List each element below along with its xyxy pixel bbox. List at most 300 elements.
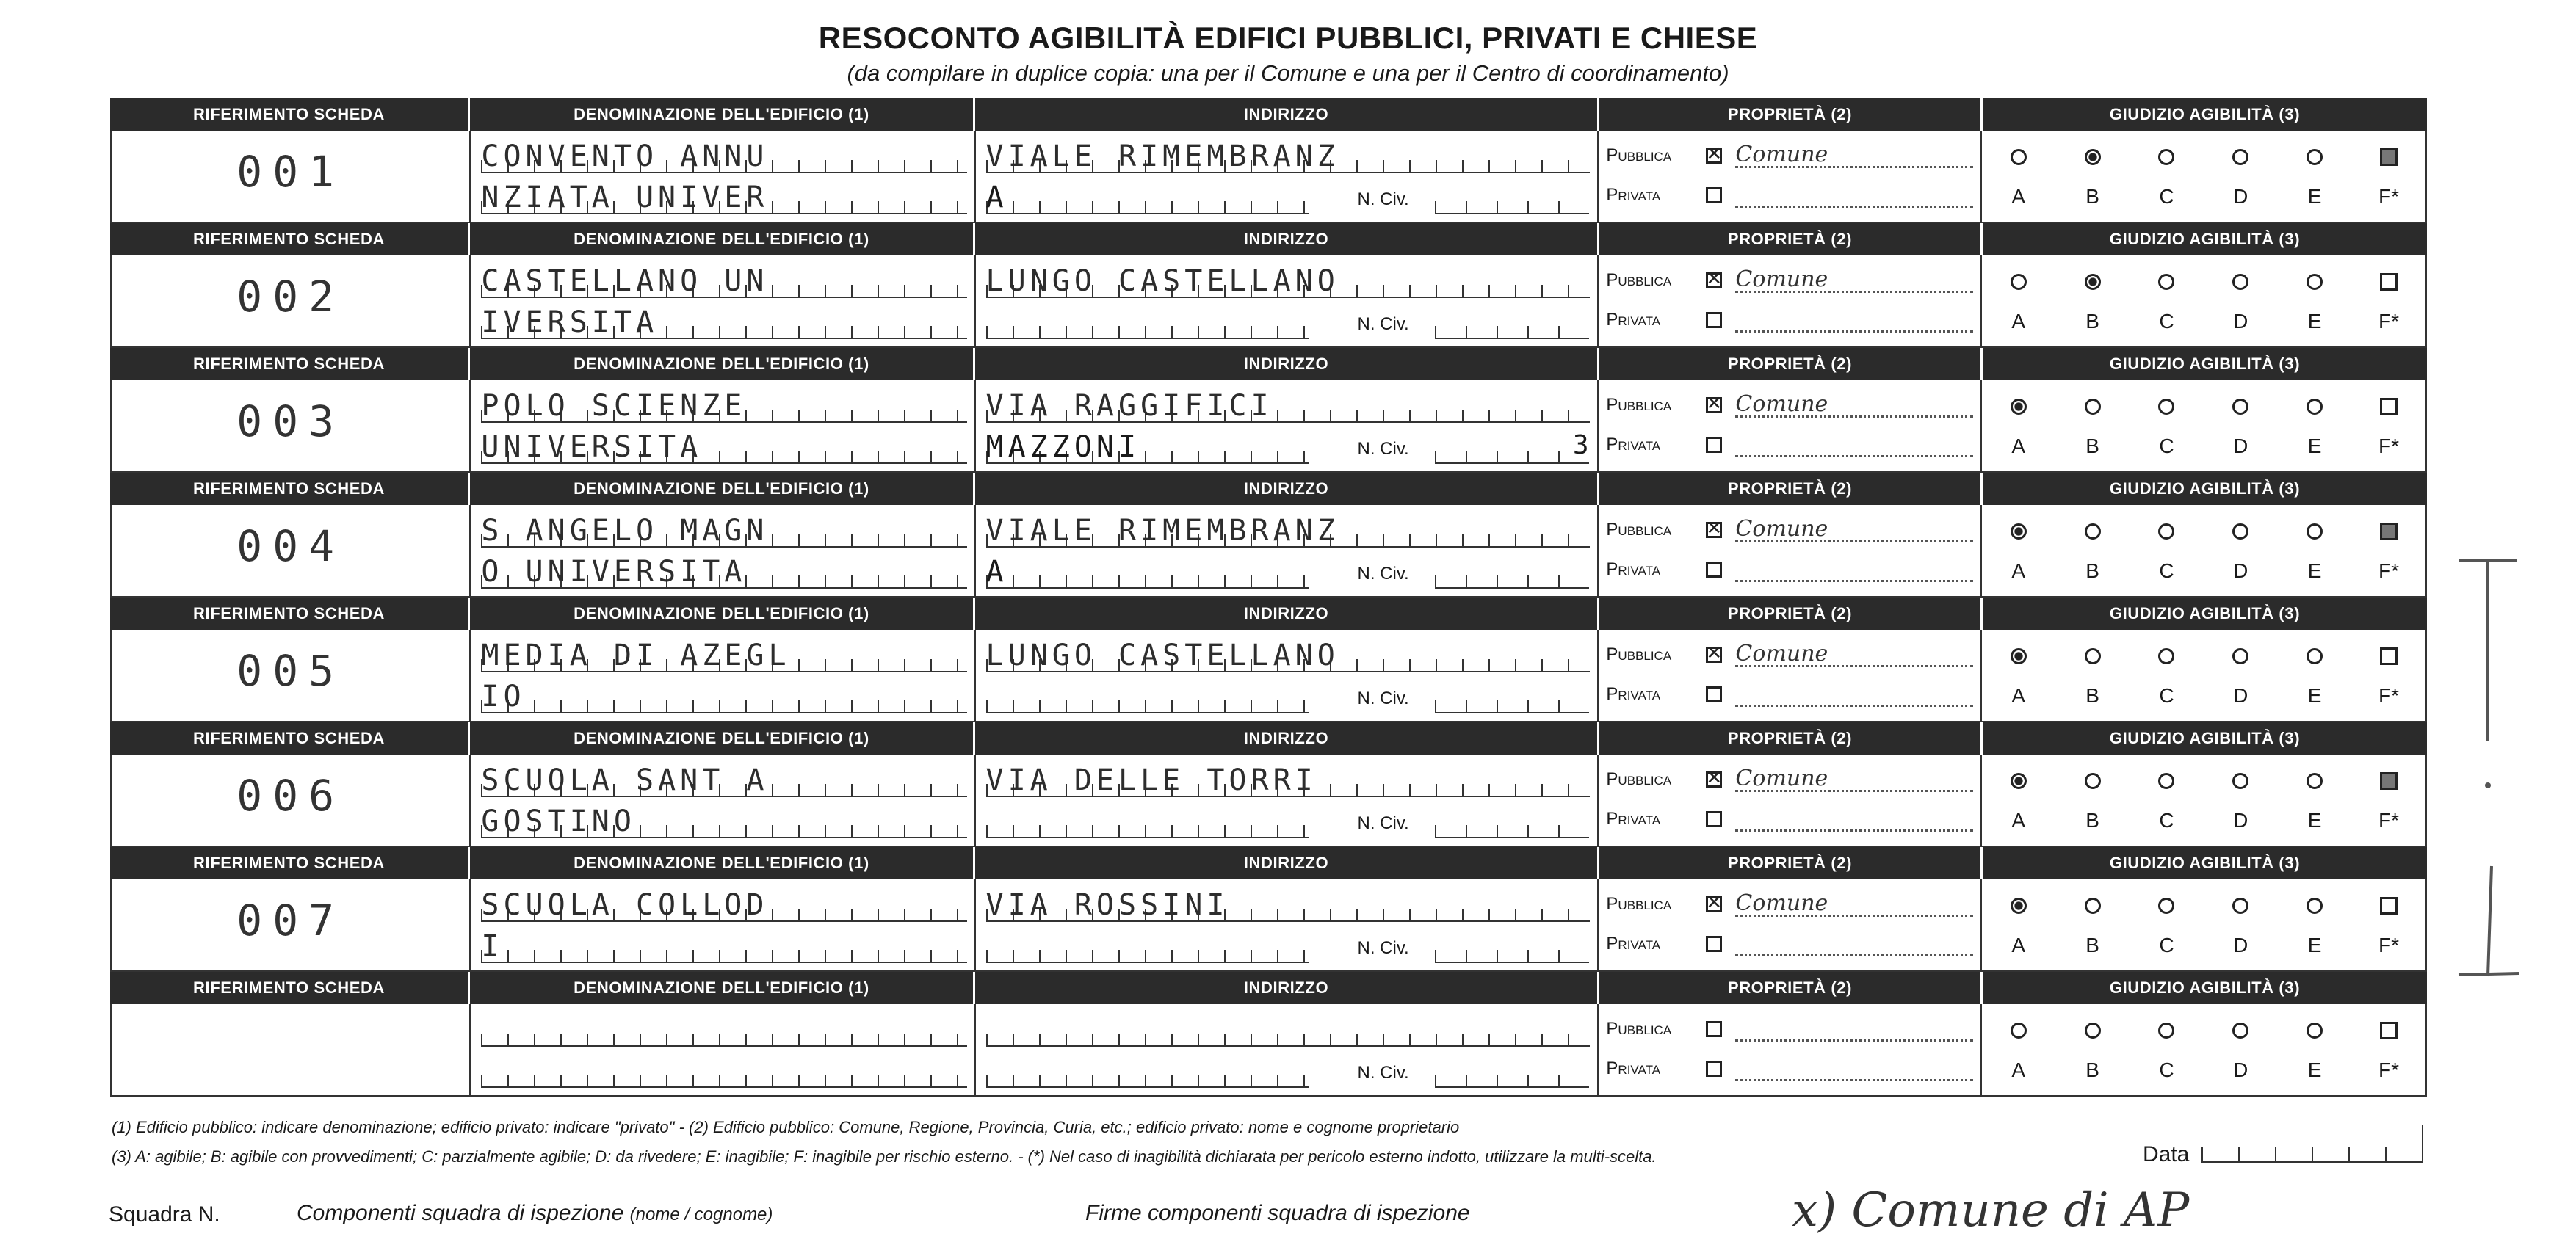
- ncivico-label: N. Civ.: [1357, 564, 1409, 584]
- name-cell: [471, 255, 975, 346]
- rating-cell: [1982, 755, 2425, 846]
- privata-owner-field[interactable]: [1735, 433, 1972, 457]
- rating-option-f[interactable]: [2367, 515, 2411, 548]
- name-field-line-2[interactable]: UNIVERSITA: [481, 430, 966, 464]
- rating-letter: A: [2011, 684, 2026, 707]
- rating-cell: [1982, 505, 2425, 596]
- rating-option-c[interactable]: [2144, 266, 2188, 298]
- ref-cell: [112, 255, 471, 346]
- name-field-line-2[interactable]: [481, 1054, 966, 1088]
- pubblica-owner-field[interactable]: Comune: [1735, 518, 1972, 542]
- address-field-line-1[interactable]: VIALE RIMEMBRANZ: [986, 514, 1591, 548]
- radio-circle-icon: [2085, 399, 2101, 415]
- date-field[interactable]: [2201, 1125, 2423, 1163]
- address-field-line-1[interactable]: LUNGO CASTELLANO: [986, 639, 1591, 672]
- rating-option-a[interactable]: [1997, 391, 2041, 423]
- rating-options: [1997, 266, 2411, 298]
- privata-label: Privata: [1606, 934, 1661, 954]
- record: [110, 722, 2427, 847]
- privata-checkbox[interactable]: [1706, 811, 1722, 827]
- pubblica-owner-field[interactable]: Comune: [1735, 269, 1972, 293]
- address-field-line-1[interactable]: VIALE RIMEMBRANZ: [986, 139, 1591, 173]
- privata-owner-field[interactable]: [1735, 932, 1972, 956]
- header-name: DENOMINAZIONE DELL'EDIFICIO (1): [470, 722, 975, 755]
- header-address: INDIRIZZO: [975, 972, 1599, 1004]
- footnote-1: (1) Edificio pubblico: indicare denominazione; edificio privato: indicare "privato" - (2) Edificio pubblico: Comune, Regione, Provincia, Curia, etc.; edificio privato: nome e cognome proprietario: [112, 1118, 1460, 1136]
- radio-circle-icon: [2307, 399, 2323, 415]
- radio-circle-icon: [2158, 274, 2174, 290]
- rating-options: [1997, 515, 2411, 548]
- rating-option-e[interactable]: [2293, 640, 2337, 672]
- record: [110, 473, 2427, 598]
- rating-option-e[interactable]: [2293, 266, 2337, 298]
- name-field-line-1[interactable]: CONVENTO ANNU: [481, 139, 966, 173]
- rating-option-e[interactable]: [2293, 515, 2337, 548]
- rating-option-e[interactable]: [2293, 391, 2337, 423]
- header-rating: GIUDIZIO AGIBILITÀ (3): [2109, 479, 2301, 498]
- rating-option-d[interactable]: [2218, 515, 2262, 548]
- record: [110, 98, 2427, 223]
- rating-option-c[interactable]: [2144, 391, 2188, 423]
- pubblica-checkbox[interactable]: [1706, 1021, 1722, 1037]
- record-header: [110, 847, 2427, 879]
- ref-field[interactable]: 001: [236, 147, 345, 197]
- rating-letter: C: [2159, 684, 2174, 707]
- rating-letter: C: [2159, 435, 2174, 457]
- name-field-line-1[interactable]: SCUOLA SANT A: [481, 763, 966, 797]
- rating-option-f[interactable]: [2367, 890, 2411, 922]
- ncivico-label: N. Civ.: [1357, 439, 1409, 459]
- property-private-row: [1606, 181, 1972, 210]
- privata-owner-field[interactable]: [1735, 308, 1972, 333]
- header-ref: RIFERIMENTO SCHEDA: [110, 847, 470, 879]
- rating-option-c[interactable]: [2144, 515, 2188, 548]
- record: [110, 348, 2427, 473]
- header-ref: RIFERIMENTO SCHEDA: [110, 348, 470, 380]
- checkbox-square-icon: [2380, 1022, 2398, 1039]
- name-cell: [471, 755, 975, 846]
- rating-option-a[interactable]: [1997, 640, 2041, 672]
- rating-letter: D: [2233, 684, 2248, 707]
- name-cell: [471, 630, 975, 721]
- address-cell: [976, 879, 1599, 970]
- name-cell: [471, 505, 975, 596]
- header-rating: GIUDIZIO AGIBILITÀ (3): [2109, 230, 2301, 248]
- record-body: [110, 380, 2427, 473]
- pubblica-checkbox[interactable]: [1706, 272, 1722, 288]
- header-property: PROPRIETÀ (2): [1599, 223, 1983, 255]
- handwritten-note: x) Comune di AP: [1792, 1183, 2190, 1238]
- record: [110, 598, 2427, 722]
- rating-options: [1997, 1014, 2411, 1047]
- pubblica-checkbox[interactable]: [1706, 148, 1722, 164]
- address-field-line-2[interactable]: A: [986, 181, 1309, 214]
- header-address: INDIRIZZO: [975, 847, 1599, 879]
- rating-cell: [1982, 255, 2425, 346]
- radio-circle-icon: [2011, 1023, 2027, 1039]
- pubblica-owner-field[interactable]: Comune: [1735, 893, 1972, 917]
- rating-letters: [1997, 310, 2411, 339]
- privata-owner-field[interactable]: [1735, 558, 1972, 582]
- ref-field[interactable]: 005: [236, 646, 345, 696]
- rating-option-d[interactable]: [2218, 266, 2262, 298]
- header-name: DENOMINAZIONE DELL'EDIFICIO (1): [470, 473, 975, 505]
- rating-letter: D: [2233, 934, 2248, 956]
- rating-option-f[interactable]: [2367, 1014, 2411, 1047]
- record-body: [110, 879, 2427, 972]
- name-field-line-2[interactable]: IVERSITA: [481, 305, 966, 339]
- rating-letters: [1997, 185, 2411, 214]
- radio-circle-icon: [2085, 773, 2101, 789]
- ncivico-label: N. Civ.: [1357, 314, 1409, 334]
- property-cell: [1599, 131, 1981, 222]
- rating-option-d[interactable]: [2218, 765, 2262, 797]
- rating-option-a[interactable]: [1997, 765, 2041, 797]
- rating-option-e[interactable]: [2293, 890, 2337, 922]
- radio-circle-icon: [2011, 898, 2027, 914]
- property-cell: [1599, 255, 1981, 346]
- header-property: PROPRIETÀ (2): [1599, 972, 1983, 1004]
- componenti-hint: (nome / cognome): [629, 1205, 773, 1224]
- rating-option-b[interactable]: [2071, 890, 2115, 922]
- address-cell: [976, 630, 1599, 721]
- radio-circle-icon: [2307, 773, 2323, 789]
- address-field-line-2[interactable]: [986, 1054, 1309, 1088]
- rating-options: [1997, 391, 2411, 423]
- rating-cell: [1982, 1004, 2425, 1095]
- rating-option-a[interactable]: [1997, 1014, 2041, 1047]
- date-label: Data: [2143, 1142, 2190, 1166]
- handwritten-bracket-icon: [2451, 558, 2525, 984]
- pubblica-label: Pubblica: [1606, 894, 1672, 914]
- privata-checkbox[interactable]: [1706, 562, 1722, 578]
- address-field-line-2[interactable]: [986, 680, 1309, 713]
- radio-circle-icon: [2307, 274, 2323, 290]
- record-body: [110, 1004, 2427, 1097]
- rating-letter: C: [2159, 809, 2174, 832]
- privata-checkbox[interactable]: [1706, 1061, 1722, 1077]
- address-field-line-1[interactable]: LUNGO CASTELLANO: [986, 264, 1591, 298]
- address-cell: [976, 380, 1599, 471]
- property-public-row: [1606, 890, 1972, 919]
- radio-circle-icon: [2307, 898, 2323, 914]
- ref-field[interactable]: 004: [236, 521, 345, 571]
- rating-option-b[interactable]: [2071, 141, 2115, 173]
- checkbox-square-icon: [2380, 523, 2398, 540]
- rating-letter: F*: [2378, 435, 2399, 457]
- privata-checkbox[interactable]: [1706, 312, 1722, 328]
- address-field-line-2[interactable]: MAZZONI: [986, 430, 1309, 464]
- radio-circle-icon: [2232, 149, 2248, 165]
- rating-option-d[interactable]: [2218, 640, 2262, 672]
- rating-option-e[interactable]: [2293, 1014, 2337, 1047]
- name-field-line-2[interactable]: I: [481, 929, 966, 963]
- privata-label: Privata: [1606, 809, 1661, 829]
- rating-option-b[interactable]: [2071, 1014, 2115, 1047]
- name-field-line-1[interactable]: S ANGELO MAGN: [481, 514, 966, 548]
- rating-option-d[interactable]: [2218, 141, 2262, 173]
- pubblica-checkbox[interactable]: [1706, 647, 1722, 663]
- property-private-row: [1606, 305, 1972, 335]
- header-address: INDIRIZZO: [975, 98, 1599, 131]
- property-private-row: [1606, 929, 1972, 959]
- radio-circle-icon: [2232, 1023, 2248, 1039]
- radio-circle-icon: [2232, 648, 2248, 664]
- rating-letter: B: [2085, 435, 2099, 457]
- address-field-line-2[interactable]: [986, 805, 1309, 838]
- name-field-line-2[interactable]: NZIATA UNIVER: [481, 181, 966, 214]
- rating-option-b[interactable]: [2071, 391, 2115, 423]
- pubblica-owner-field[interactable]: Comune: [1735, 643, 1972, 667]
- ref-field[interactable]: 006: [236, 771, 345, 821]
- rating-letter: E: [2307, 684, 2322, 707]
- ncivico-field[interactable]: 3: [1435, 430, 1589, 464]
- ref-field[interactable]: 003: [236, 396, 345, 446]
- rating-option-d[interactable]: [2218, 890, 2262, 922]
- header-address: INDIRIZZO: [975, 598, 1599, 630]
- pubblica-owner-field[interactable]: Comune: [1735, 144, 1972, 168]
- radio-circle-icon: [2085, 523, 2101, 540]
- radio-circle-icon: [2232, 773, 2248, 789]
- rating-letter: C: [2159, 934, 2174, 956]
- componenti-label: [297, 1201, 773, 1226]
- pubblica-checkbox[interactable]: [1706, 397, 1722, 413]
- rating-letter: A: [2011, 185, 2026, 208]
- header-name: DENOMINAZIONE DELL'EDIFICIO (1): [470, 98, 975, 131]
- rating-letter: A: [2011, 559, 2026, 582]
- rating-option-b[interactable]: [2071, 765, 2115, 797]
- property-private-row: [1606, 1054, 1972, 1083]
- rating-letter: E: [2307, 809, 2322, 832]
- record-body: [110, 755, 2427, 847]
- rating-cell: [1982, 131, 2425, 222]
- property-private-row: [1606, 555, 1972, 584]
- radio-circle-icon: [2232, 898, 2248, 914]
- property-cell: [1599, 879, 1981, 970]
- ncivico-field[interactable]: [1435, 181, 1589, 214]
- ref-cell: [112, 380, 471, 471]
- header-rating: GIUDIZIO AGIBILITÀ (3): [2109, 604, 2301, 622]
- radio-circle-icon: [2307, 523, 2323, 540]
- privata-label: Privata: [1606, 185, 1661, 205]
- rating-option-f[interactable]: [2367, 266, 2411, 298]
- rating-options: [1997, 141, 2411, 173]
- header-name: DENOMINAZIONE DELL'EDIFICIO (1): [470, 348, 975, 380]
- header-rating: GIUDIZIO AGIBILITÀ (3): [2109, 854, 2301, 872]
- rating-letter: A: [2011, 435, 2026, 457]
- rating-option-a[interactable]: [1997, 266, 2041, 298]
- rating-letter: A: [2011, 809, 2026, 832]
- header-address: INDIRIZZO: [975, 473, 1599, 505]
- privata-owner-field[interactable]: [1735, 683, 1972, 707]
- privata-owner-field[interactable]: [1735, 184, 1972, 208]
- ref-cell: [112, 1004, 471, 1095]
- name-field-line-2[interactable]: O UNIVERSITA: [481, 555, 966, 589]
- address-field-line-2[interactable]: [986, 929, 1309, 963]
- pubblica-label: Pubblica: [1606, 520, 1672, 540]
- record-header: [110, 473, 2427, 505]
- rating-letter: D: [2233, 310, 2248, 333]
- address-field-line-1[interactable]: VIA ROSSINI: [986, 888, 1591, 922]
- radio-circle-icon: [2011, 149, 2027, 165]
- address-field-line-2[interactable]: A: [986, 555, 1309, 589]
- radio-circle-icon: [2158, 773, 2174, 789]
- address-field-line-2[interactable]: [986, 305, 1309, 339]
- rating-option-e[interactable]: [2293, 141, 2337, 173]
- ref-field[interactable]: 007: [236, 896, 345, 945]
- privata-label: Privata: [1606, 684, 1661, 704]
- header-property: PROPRIETÀ (2): [1599, 847, 1983, 879]
- rating-options: [1997, 640, 2411, 672]
- name-field-line-2[interactable]: IO: [481, 680, 966, 713]
- name-field-line-1[interactable]: [481, 1013, 966, 1047]
- privata-owner-field[interactable]: [1735, 1057, 1972, 1081]
- ncivico-field[interactable]: [1435, 805, 1589, 838]
- rating-option-a[interactable]: [1997, 141, 2041, 173]
- property-public-row: [1606, 141, 1972, 170]
- header-address: INDIRIZZO: [975, 722, 1599, 755]
- pubblica-label: Pubblica: [1606, 270, 1672, 290]
- rating-letter: C: [2159, 185, 2174, 208]
- property-cell: [1599, 630, 1981, 721]
- rating-option-b[interactable]: [2071, 640, 2115, 672]
- pubblica-checkbox[interactable]: [1706, 522, 1722, 538]
- header-address: INDIRIZZO: [975, 348, 1599, 380]
- rating-letter: F*: [2378, 559, 2399, 582]
- address-field-line-1[interactable]: VIA DELLE TORRI: [986, 763, 1591, 797]
- rating-option-f[interactable]: [2367, 391, 2411, 423]
- record-header: [110, 722, 2427, 755]
- property-public-row: [1606, 515, 1972, 545]
- ncivico-field[interactable]: [1435, 929, 1589, 963]
- pubblica-owner-field[interactable]: Comune: [1735, 768, 1972, 792]
- header-rating: GIUDIZIO AGIBILITÀ (3): [2109, 355, 2301, 373]
- radio-circle-icon: [2232, 274, 2248, 290]
- privata-label: Privata: [1606, 435, 1661, 454]
- pubblica-label: Pubblica: [1606, 769, 1672, 789]
- rating-option-d[interactable]: [2218, 391, 2262, 423]
- rating-option-c[interactable]: [2144, 765, 2188, 797]
- rating-letter: A: [2011, 1058, 2026, 1081]
- privata-checkbox[interactable]: [1706, 437, 1722, 453]
- name-cell: [471, 380, 975, 471]
- pubblica-owner-field[interactable]: Comune: [1735, 393, 1972, 418]
- rating-option-a[interactable]: [1997, 515, 2041, 548]
- rating-option-b[interactable]: [2071, 515, 2115, 548]
- rating-option-c[interactable]: [2144, 1014, 2188, 1047]
- rating-letter: B: [2085, 1058, 2099, 1081]
- ncivico-label: N. Civ.: [1357, 813, 1409, 833]
- record-header: [110, 598, 2427, 630]
- rating-letter: A: [2011, 934, 2026, 956]
- radio-circle-icon: [2011, 773, 2027, 789]
- ncivico-field[interactable]: [1435, 1054, 1589, 1088]
- checkbox-square-icon: [2380, 273, 2398, 291]
- property-cell: [1599, 380, 1981, 471]
- rating-letters: [1997, 934, 2411, 963]
- rating-option-d[interactable]: [2218, 1014, 2262, 1047]
- record: [110, 972, 2427, 1097]
- property-public-row: [1606, 765, 1972, 794]
- rating-option-f[interactable]: [2367, 640, 2411, 672]
- rating-letter: D: [2233, 809, 2248, 832]
- name-field-line-2[interactable]: GOSTINO: [481, 805, 966, 838]
- checkbox-square-icon: [2380, 647, 2398, 665]
- rating-letter: C: [2159, 310, 2174, 333]
- header-name: DENOMINAZIONE DELL'EDIFICIO (1): [470, 598, 975, 630]
- radio-circle-icon: [2158, 898, 2174, 914]
- checkbox-square-icon: [2380, 148, 2398, 166]
- rating-option-f[interactable]: [2367, 141, 2411, 173]
- rating-option-e[interactable]: [2293, 765, 2337, 797]
- privata-checkbox[interactable]: [1706, 187, 1722, 203]
- name-field-line-1[interactable]: POLO SCIENZE: [481, 389, 966, 423]
- rating-options: [1997, 765, 2411, 797]
- header-ref: RIFERIMENTO SCHEDA: [110, 598, 470, 630]
- name-field-line-1[interactable]: CASTELLANO UN: [481, 264, 966, 298]
- name-cell: [471, 879, 975, 970]
- header-name: DENOMINAZIONE DELL'EDIFICIO (1): [470, 847, 975, 879]
- firme-label: Firme componenti squadra di ispezione: [1085, 1201, 1470, 1225]
- privata-owner-field[interactable]: [1735, 807, 1972, 832]
- property-public-row: [1606, 640, 1972, 669]
- rating-option-c[interactable]: [2144, 141, 2188, 173]
- record-header: [110, 98, 2427, 131]
- property-private-row: [1606, 680, 1972, 709]
- rating-option-c[interactable]: [2144, 890, 2188, 922]
- property-private-row: [1606, 805, 1972, 834]
- record-header: [110, 348, 2427, 380]
- rating-option-a[interactable]: [1997, 890, 2041, 922]
- pubblica-label: Pubblica: [1606, 644, 1672, 664]
- header-name: DENOMINAZIONE DELL'EDIFICIO (1): [470, 223, 975, 255]
- record: [110, 223, 2427, 348]
- privata-checkbox[interactable]: [1706, 936, 1722, 952]
- property-cell: [1599, 505, 1981, 596]
- ref-cell: [112, 630, 471, 721]
- rating-letter: D: [2233, 185, 2248, 208]
- rating-letter: B: [2085, 185, 2099, 208]
- radio-circle-icon: [2158, 648, 2174, 664]
- rating-cell: [1982, 380, 2425, 471]
- ncivico-field[interactable]: [1435, 555, 1589, 589]
- name-field-line-1[interactable]: SCUOLA COLLOD: [481, 888, 966, 922]
- rating-option-f[interactable]: [2367, 765, 2411, 797]
- pubblica-checkbox[interactable]: [1706, 771, 1722, 788]
- rating-letter: D: [2233, 559, 2248, 582]
- rating-letter: A: [2011, 310, 2026, 333]
- address-field-line-1[interactable]: [986, 1013, 1591, 1047]
- ncivico-label: N. Civ.: [1357, 189, 1409, 209]
- rating-letter: F*: [2378, 185, 2399, 208]
- privata-checkbox[interactable]: [1706, 686, 1722, 702]
- radio-circle-icon: [2307, 1023, 2323, 1039]
- ref-field[interactable]: 002: [236, 272, 345, 322]
- radio-circle-icon: [2307, 648, 2323, 664]
- rating-cell: [1982, 879, 2425, 970]
- header-rating: GIUDIZIO AGIBILITÀ (3): [2109, 105, 2301, 123]
- name-field-line-1[interactable]: MEDIA DI AZEGL: [481, 639, 966, 672]
- pubblica-checkbox[interactable]: [1706, 896, 1722, 912]
- ncivico-field[interactable]: [1435, 680, 1589, 713]
- rating-option-c[interactable]: [2144, 640, 2188, 672]
- address-field-line-1[interactable]: VIA RAGGIFICI: [986, 389, 1591, 423]
- property-public-row: [1606, 391, 1972, 420]
- ncivico-field[interactable]: [1435, 305, 1589, 339]
- radio-circle-icon: [2085, 149, 2101, 165]
- rating-option-b[interactable]: [2071, 266, 2115, 298]
- pubblica-owner-field[interactable]: [1735, 1017, 1972, 1042]
